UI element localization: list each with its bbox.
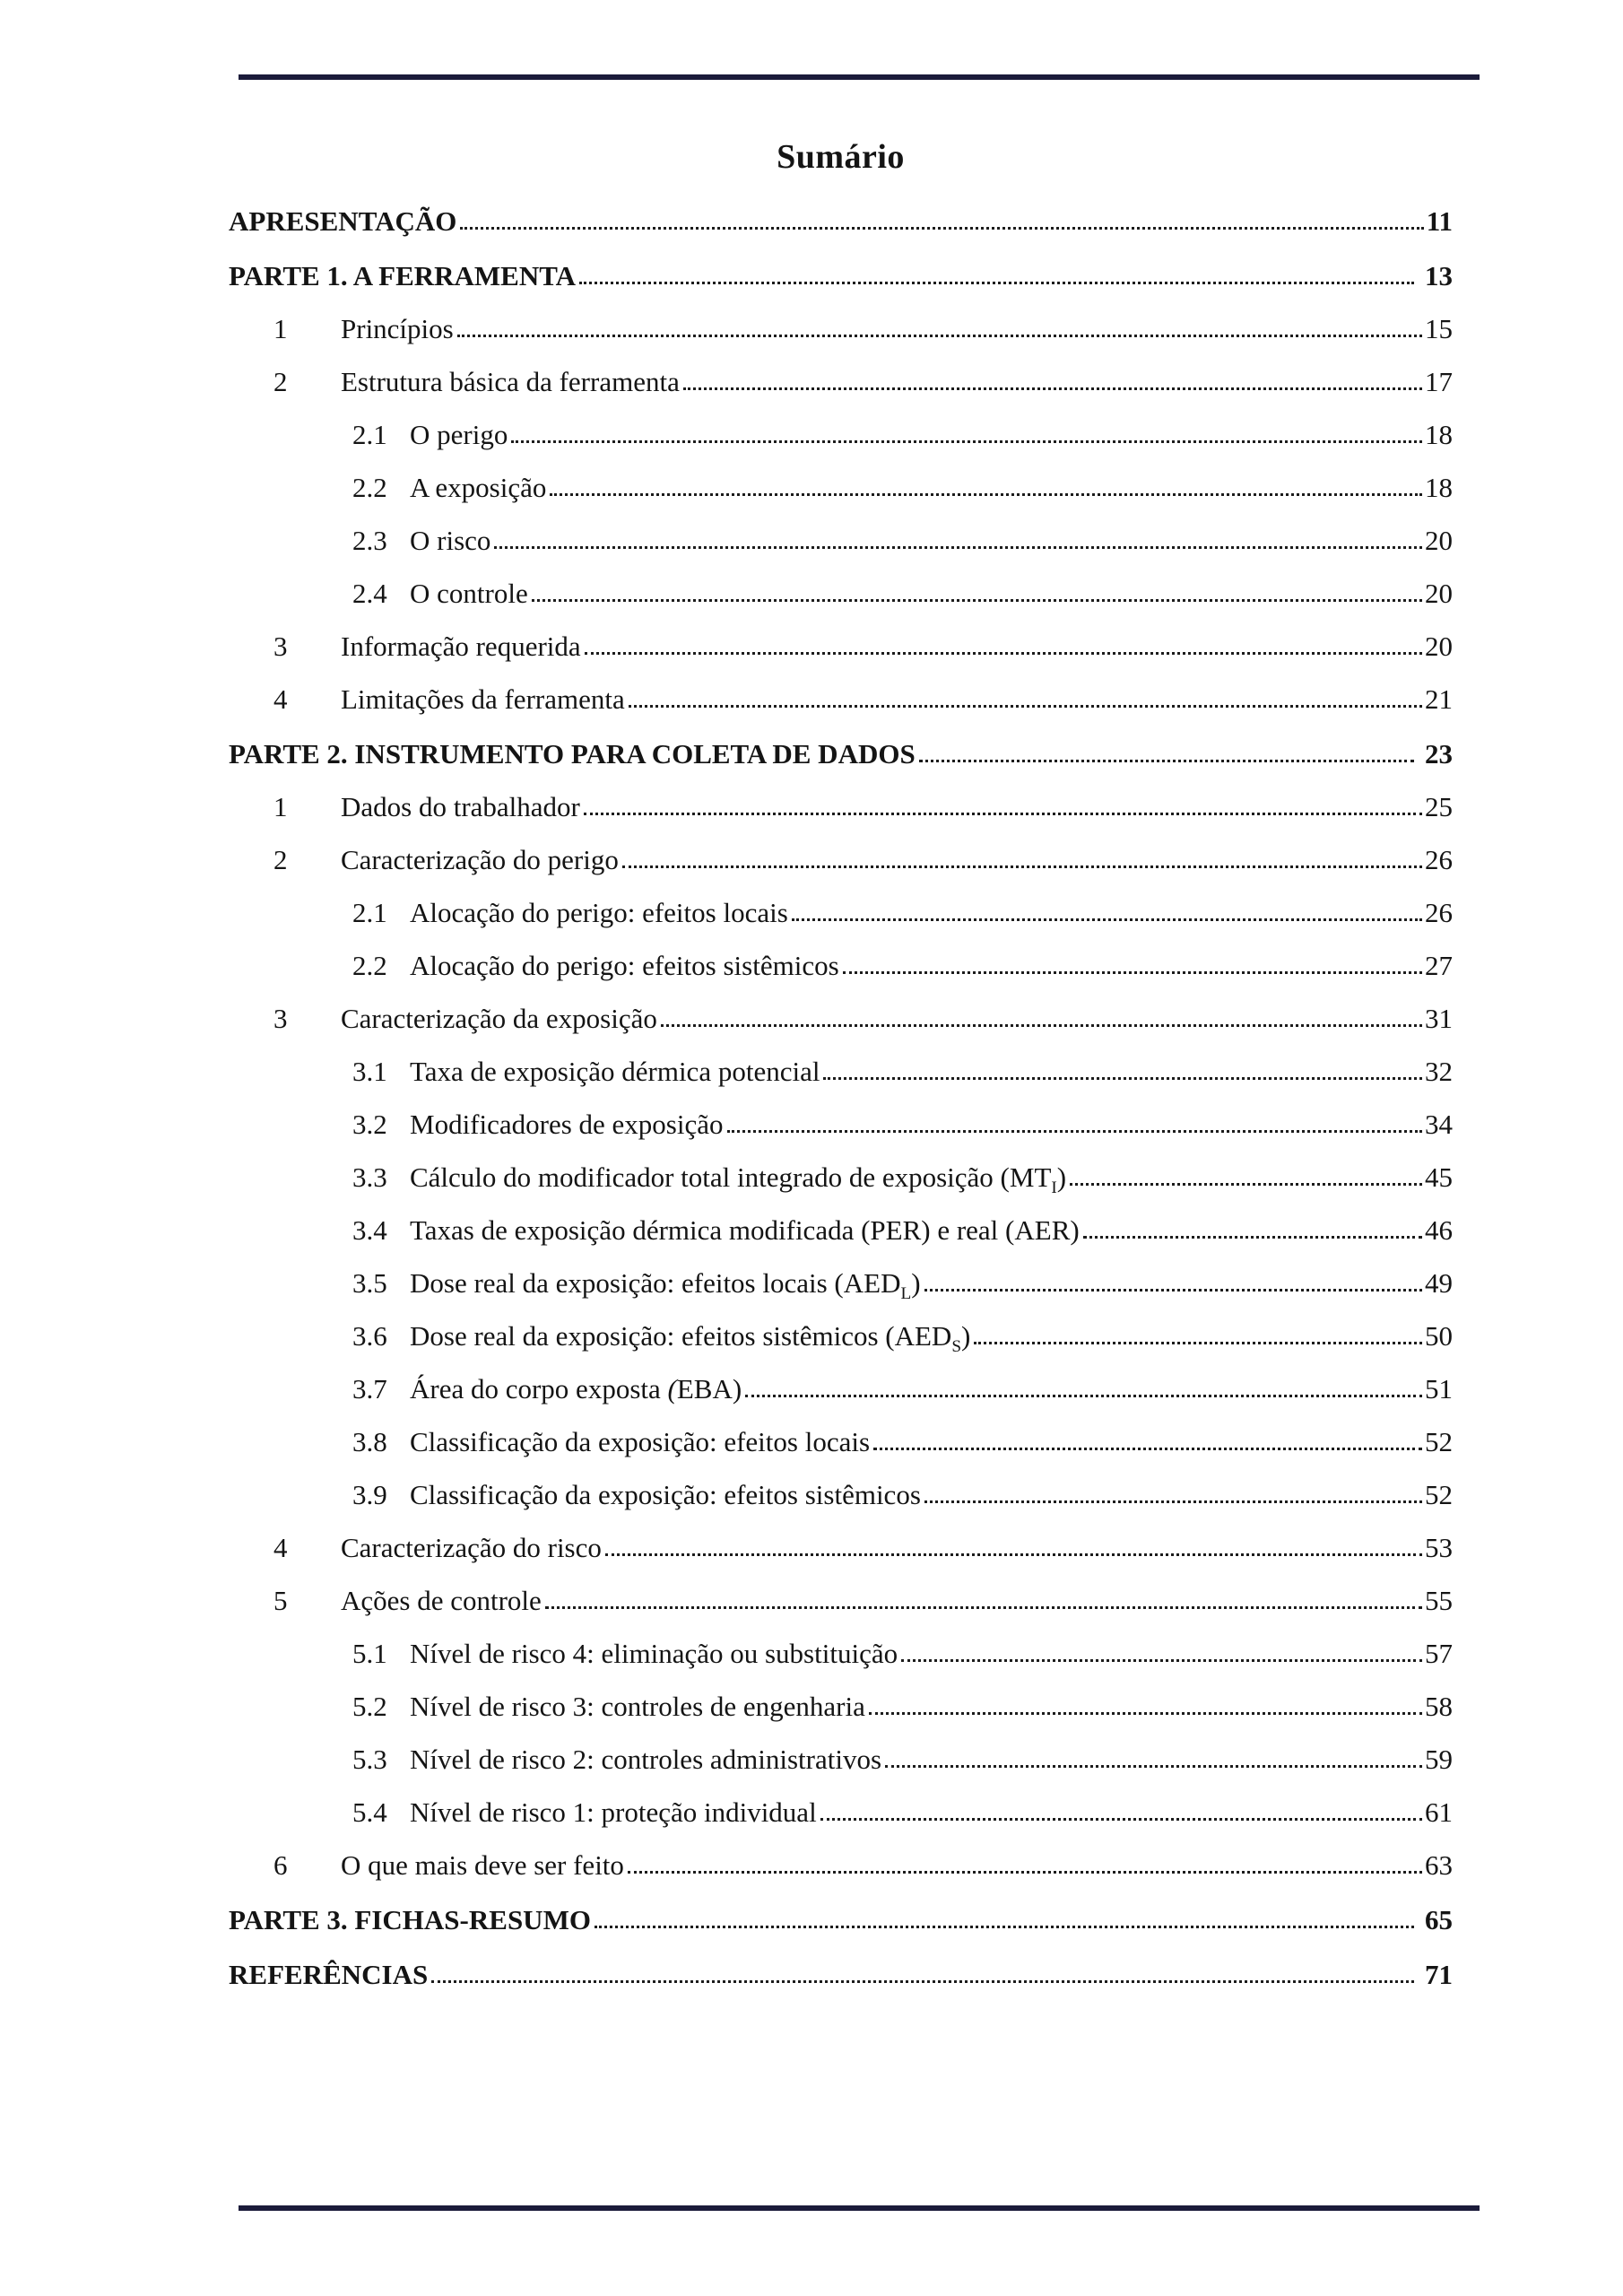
toc-entry: [229, 1320, 1453, 1357]
toc-entry-number: 2.2: [352, 472, 387, 503]
toc-entry-number: 5.1: [352, 1638, 387, 1669]
dot-leader: [873, 1448, 1422, 1450]
toc-entry-page: 21: [1425, 683, 1453, 715]
label-text: ): [961, 1320, 971, 1352]
toc-entry: [229, 1850, 1453, 1880]
toc-entry-number: 2.2: [352, 950, 387, 981]
toc-entry-number: 4: [273, 683, 288, 715]
toc-entry-page: 71: [1425, 1959, 1453, 1990]
toc-entry-page: 20: [1425, 525, 1453, 556]
toc-entry-label: Limitações da ferramenta: [341, 683, 625, 715]
page-title: Sumário: [777, 138, 905, 177]
toc-entry-page: 50: [1425, 1320, 1453, 1352]
toc-entry: [229, 631, 1453, 661]
toc-entry-page: 20: [1425, 578, 1453, 609]
dot-leader: [532, 599, 1422, 602]
toc-entry: [229, 1639, 1453, 1668]
bottom-rule: [239, 2205, 1480, 2211]
toc-entry: [229, 1533, 1453, 1562]
toc-entry: [229, 1905, 1453, 1935]
toc-entry-label: Ações de controle: [341, 1585, 542, 1616]
toc-entry-number: 3.1: [352, 1056, 387, 1087]
toc-entry-page: 18: [1425, 419, 1453, 450]
toc-entry: [229, 1586, 1453, 1615]
toc-entry-label: REFERÊNCIAS: [229, 1959, 429, 1990]
toc-entry: [229, 1744, 1453, 1774]
toc-entry: [229, 1797, 1453, 1827]
toc-entry-number: 3.5: [352, 1267, 387, 1299]
toc-entry: [229, 684, 1453, 714]
toc-entry-number: 2.4: [352, 578, 387, 609]
toc-entry-label: Estrutura básica da ferramenta: [341, 366, 680, 397]
toc-entry-page: 17: [1425, 366, 1453, 397]
label-text: ): [911, 1267, 921, 1299]
dot-leader: [550, 493, 1422, 496]
dot-leader: [494, 546, 1422, 549]
toc-entry-page: 26: [1425, 844, 1453, 875]
dot-leader: [585, 652, 1422, 655]
dot-leader: [457, 335, 1422, 337]
toc-entry-number: 1: [273, 313, 288, 344]
toc-entry-number: 5.4: [352, 1796, 387, 1828]
toc-entry: [229, 1161, 1453, 1198]
label-subscript: L: [900, 1284, 912, 1304]
label-text: ): [1056, 1161, 1067, 1193]
dot-leader: [579, 282, 1414, 284]
toc-entry: [229, 792, 1453, 822]
label-subscript: S: [951, 1337, 962, 1357]
toc-entry-label: Classificação da exposição: efeitos sistêmicos: [410, 1479, 921, 1510]
toc-entry-label: Modificadores de exposição: [410, 1109, 724, 1140]
toc-entry-label: PARTE 1. A FERRAMENTA: [229, 260, 577, 291]
toc-entry-number: 5: [273, 1585, 288, 1616]
toc-entry-page: 49: [1425, 1267, 1453, 1299]
toc-entry-page: 52: [1425, 1426, 1453, 1457]
toc-entry-label: Informação requerida: [341, 631, 581, 662]
dot-leader: [919, 760, 1414, 762]
dot-leader: [885, 1765, 1422, 1768]
toc-entry: [229, 1692, 1453, 1721]
toc-entry-page: 53: [1425, 1532, 1453, 1563]
toc-entry-page: 61: [1425, 1796, 1453, 1828]
toc-entry-number: 5.2: [352, 1691, 387, 1722]
dot-leader: [628, 1871, 1422, 1874]
toc-entry-page: 31: [1425, 1003, 1453, 1034]
toc-entry-label: Alocação do perigo: efeitos sistêmicos: [410, 950, 839, 981]
toc-entry: [229, 367, 1453, 396]
toc-entry: [229, 845, 1453, 874]
dot-leader: [595, 1926, 1414, 1928]
toc-entry: [229, 206, 1453, 236]
toc-entry-page: 11: [1426, 205, 1453, 237]
toc-list: [229, 206, 1453, 2013]
toc-entry: [229, 1960, 1453, 1989]
dot-leader: [924, 1500, 1422, 1503]
toc-entry-page: 18: [1425, 472, 1453, 503]
toc-entry-number: 3.7: [352, 1373, 387, 1405]
toc-entry-page: 63: [1425, 1849, 1453, 1881]
toc-entry-number: 3: [273, 1003, 288, 1034]
toc-entry-label: Taxa de exposição dérmica potencial: [410, 1056, 820, 1087]
toc-entry-page: 58: [1425, 1691, 1453, 1722]
toc-entry-page: 34: [1425, 1109, 1453, 1140]
toc-entry-label: [410, 1267, 921, 1304]
toc-entry-number: 2: [273, 366, 288, 397]
toc-entry-number: 2.3: [352, 525, 387, 556]
toc-entry-label: Alocação do perigo: efeitos locais: [410, 897, 788, 928]
dot-leader: [901, 1659, 1422, 1662]
toc-entry: [229, 420, 1453, 449]
toc-entry-page: 13: [1425, 260, 1453, 291]
toc-entry-number: 3.4: [352, 1214, 387, 1246]
toc-entry-label: Caracterização do risco: [341, 1532, 602, 1563]
dot-leader: [727, 1130, 1423, 1133]
label-text: Cálculo do modificador total integrado de exposição (MT: [410, 1161, 1052, 1193]
toc-entry-number: 3.6: [352, 1320, 387, 1352]
dot-leader: [1070, 1183, 1422, 1186]
toc-entry-label: PARTE 2. INSTRUMENTO PARA COLETA DE DADOS: [229, 738, 916, 770]
toc-entry: [229, 1109, 1453, 1139]
label-italic: (: [667, 1373, 677, 1405]
toc-entry-number: 2: [273, 844, 288, 875]
label-text: Área do corpo exposta: [410, 1373, 668, 1405]
toc-entry-page: 15: [1425, 313, 1453, 344]
dot-leader: [869, 1712, 1422, 1715]
toc-entry: [229, 473, 1453, 502]
toc-entry-page: 27: [1425, 950, 1453, 981]
toc-entry-label: Dados do trabalhador: [341, 791, 580, 822]
toc-entry: [229, 1215, 1453, 1245]
toc-entry-label: Taxas de exposição dérmica modificada (PER) e real (AER): [410, 1214, 1080, 1246]
toc-entry-label: Princípios: [341, 313, 454, 344]
toc-entry: [229, 1057, 1453, 1086]
toc-entry: [229, 261, 1453, 291]
toc-entry-page: 59: [1425, 1744, 1453, 1775]
toc-entry-page: 55: [1425, 1585, 1453, 1616]
top-rule: [239, 74, 1480, 80]
toc-entry: [229, 1267, 1453, 1304]
toc-entry-number: 3.8: [352, 1426, 387, 1457]
toc-entry-label: [410, 1320, 971, 1357]
dot-leader: [460, 227, 1423, 230]
dot-leader: [792, 918, 1422, 921]
toc-entry-label: Nível de risco 4: eliminação ou substituição: [410, 1638, 898, 1669]
dot-leader: [661, 1024, 1422, 1027]
toc-entry-page: 20: [1425, 631, 1453, 662]
label-text: Dose real da exposição: efeitos sistêmicos (AED: [410, 1320, 952, 1352]
toc-entry: [229, 898, 1453, 927]
toc-entry-number: 2.1: [352, 419, 387, 450]
toc-entry-page: 32: [1425, 1056, 1453, 1087]
toc-entry-number: 3.3: [352, 1161, 387, 1193]
dot-leader: [622, 865, 1422, 868]
dot-leader: [745, 1395, 1422, 1397]
toc-entry-page: 51: [1425, 1373, 1453, 1405]
dot-leader: [924, 1289, 1422, 1292]
toc-entry: [229, 1004, 1453, 1033]
toc-entry-label: [410, 1161, 1067, 1198]
toc-entry-number: 4: [273, 1532, 288, 1563]
toc-entry: [229, 578, 1453, 608]
toc-entry-label: Caracterização do perigo: [341, 844, 619, 875]
dot-leader: [974, 1342, 1422, 1344]
toc-entry-label: Nível de risco 1: proteção individual: [410, 1796, 817, 1828]
toc-entry-label: O perigo: [410, 419, 508, 450]
toc-entry-number: 2.1: [352, 897, 387, 928]
toc-entry-label: APRESENTAÇÃO: [229, 205, 457, 237]
toc-entry-page: 57: [1425, 1638, 1453, 1669]
toc-entry-label: O que mais deve ser feito: [341, 1849, 624, 1881]
dot-leader: [1083, 1236, 1422, 1239]
dot-leader: [511, 440, 1422, 443]
toc-entry-label: A exposição: [410, 472, 547, 503]
dot-leader: [545, 1606, 1422, 1609]
label-subscript: I: [1051, 1178, 1057, 1198]
label-text: Dose real da exposição: efeitos locais (AED: [410, 1267, 901, 1299]
toc-entry-number: 3: [273, 631, 288, 662]
toc-entry: [229, 526, 1453, 555]
dot-leader: [820, 1818, 1422, 1821]
dot-leader: [431, 1980, 1414, 1983]
toc-entry-label: Nível de risco 3: controles de engenharia: [410, 1691, 865, 1722]
dot-leader: [629, 705, 1422, 708]
toc-entry-number: 5.3: [352, 1744, 387, 1775]
toc-entry-label: Classificação da exposição: efeitos locais: [410, 1426, 871, 1457]
toc-entry-page: 46: [1425, 1214, 1453, 1246]
toc-entry-page: 45: [1425, 1161, 1453, 1193]
dot-leader: [605, 1553, 1422, 1556]
toc-entry-page: 23: [1425, 738, 1453, 770]
dot-leader: [823, 1077, 1422, 1080]
toc-entry-page: 65: [1425, 1904, 1453, 1935]
toc-entry-number: 3.2: [352, 1109, 387, 1140]
dot-leader: [683, 387, 1422, 390]
toc-entry-number: 6: [273, 1849, 288, 1881]
toc-entry-label: Caracterização da exposição: [341, 1003, 657, 1034]
toc-entry: [229, 1374, 1453, 1404]
toc-entry: [229, 739, 1453, 769]
toc-entry: [229, 314, 1453, 344]
dot-leader: [843, 971, 1422, 974]
toc-entry: [229, 951, 1453, 980]
toc-entry: [229, 1427, 1453, 1457]
toc-entry-label: O controle: [410, 578, 528, 609]
dot-leader: [584, 813, 1422, 815]
label-text: EBA): [676, 1373, 742, 1405]
toc-entry-label: Nível de risco 2: controles administrativos: [410, 1744, 882, 1775]
toc-entry-page: 52: [1425, 1479, 1453, 1510]
toc-entry-page: 25: [1425, 791, 1453, 822]
toc-entry-label: O risco: [410, 525, 491, 556]
toc-entry-label: [410, 1374, 742, 1404]
toc-entry-number: 1: [273, 791, 288, 822]
toc-entry-number: 3.9: [352, 1479, 387, 1510]
toc-entry: [229, 1480, 1453, 1509]
toc-entry-label: PARTE 3. FICHAS-RESUMO: [229, 1904, 591, 1935]
toc-entry-page: 26: [1425, 897, 1453, 928]
